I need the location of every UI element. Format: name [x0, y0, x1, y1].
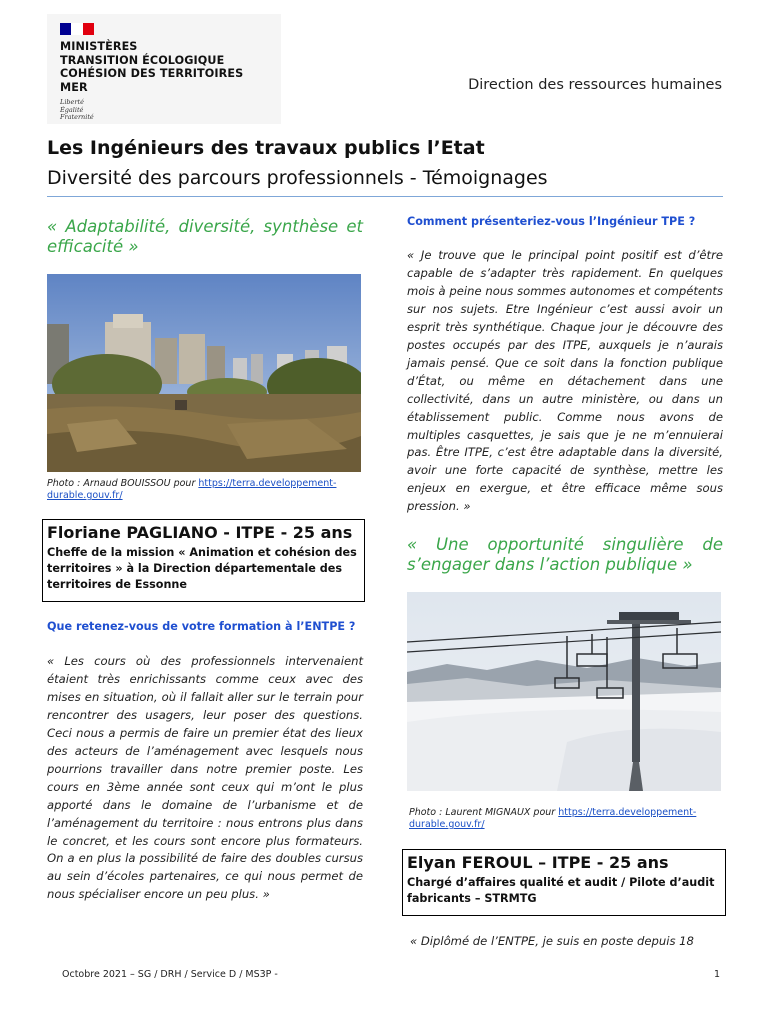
ski-lift-image: [407, 592, 721, 791]
french-flag-icon: [60, 23, 94, 35]
page-number: 1: [714, 969, 721, 980]
right-question: Comment présenteriez-vous l’Ingénieur TPE ?: [407, 215, 696, 228]
logo-line: MER: [60, 80, 88, 94]
person-role: Cheffe de la mission « Animation et cohésion des territoires » à la Direction départementale des territoires de Essonne: [47, 546, 357, 591]
person-card-elyan: [402, 849, 726, 916]
urban-garden-image: [47, 274, 361, 472]
person-name: Floriane PAGLIANO - ITPE - 25 ans: [47, 523, 353, 542]
caption-credit: Photo : Arnaud BOUISSOU pour: [47, 478, 199, 489]
motto-line: Fraternité: [60, 113, 94, 121]
motto-line: Liberté: [60, 98, 84, 106]
page-title: Les Ingénieurs des travaux publics l’Etat: [47, 137, 485, 159]
left-answer: « Les cours où des professionnels intervenaient étaient très enrichissants comme ceux avec des mises en situation, où il fallait aller sur le terrain pour rencontrer des usagers, leur poser des questions. Ceci nous a permis de faire un premier état des lieux des acteurs de l’aménagement avec lesquels nous pourrions travailler dans notre premier poste. Les cours en 3ème année sont ceux qui m’ont le plus apporté dans le domaine de l’urbanisme et de l’aménagement du territoire : nous entrons plus dans le concret, et les cours sont encore plus formateurs. On a en plus la possibilité de faire des doubles cursus au sein d’écoles partenaires, ce qui nous permet de nous spécialiser encore un peu plus. »: [47, 654, 363, 902]
logo-line: COHÉSION DES TERRITOIRES: [60, 67, 244, 80]
ski-lift-photo: [407, 592, 721, 791]
logo-text: [60, 40, 243, 94]
person-name: Elyan FEROUL – ITPE - 25 ans: [407, 853, 669, 872]
department-label: Direction des ressources humaines: [468, 77, 722, 93]
caption-link[interactable]: https://terra.developpement-durable.gouv.fr/: [409, 807, 697, 830]
caption-credit: Photo : Laurent MIGNAUX pour: [409, 807, 559, 818]
motto: [60, 99, 94, 122]
right-answer-continued: « Diplômé de l’ENTPE, je suis en poste depuis 18: [410, 934, 694, 948]
motto-line: Égalité: [60, 105, 84, 114]
right-photo-caption: [409, 807, 725, 831]
left-question: Que retenez-vous de votre formation à l’ENTPE ?: [47, 620, 356, 633]
logo-line: MINISTÈRES: [60, 40, 138, 53]
urban-garden-photo: [47, 274, 361, 472]
page-subtitle: Diversité des parcours professionnels - Témoignages: [47, 167, 548, 189]
caption-link[interactable]: https://terra.developpement-durable.gouv.fr/: [47, 478, 337, 501]
left-photo-caption: [47, 478, 365, 502]
right-quote-heading: « Une opportunité singulière de s’engager dans l’action publique »: [407, 535, 723, 574]
right-answer: « Je trouve que le principal point positif est d’être capable de s’adapter très rapidement. En quelques mois à peine nous sommes autonomes et compétents sur nos sujets. Etre Ingénieur c’est aussi avoir un esprit très synthétique. Chaque jour je découvre des postes occupés par des ITPE, auxquels je n’aurais jamais pensé. Que ce soit dans la fonction publique d’État, ou même en détachement dans une collectivité, dans un autre ministère, ou dans un établissement public. Comme nous avons de multiples casquettes, je sais que je ne m’ennuierai pas. Être ITPE, c’est être adaptable dans la diversité, avoir une forte capacité de synthèse, mettre les enjeux en exergue, et être efficace même sous pression. »: [407, 248, 723, 514]
footer-text: Octobre 2021 – SG / DRH / Service D / MS3P -: [62, 969, 278, 980]
ministry-logo: [47, 14, 281, 124]
logo-line: TRANSITION ÉCOLOGIQUE: [60, 53, 225, 67]
person-card-floriane: [42, 519, 365, 602]
left-quote-heading: « Adaptabilité, diversité, synthèse et efficacité »: [47, 217, 363, 256]
title-divider: [47, 196, 723, 197]
person-role: Chargé d’affaires qualité et audit / Pilote d’audit fabricants – STRMTG: [407, 876, 715, 905]
